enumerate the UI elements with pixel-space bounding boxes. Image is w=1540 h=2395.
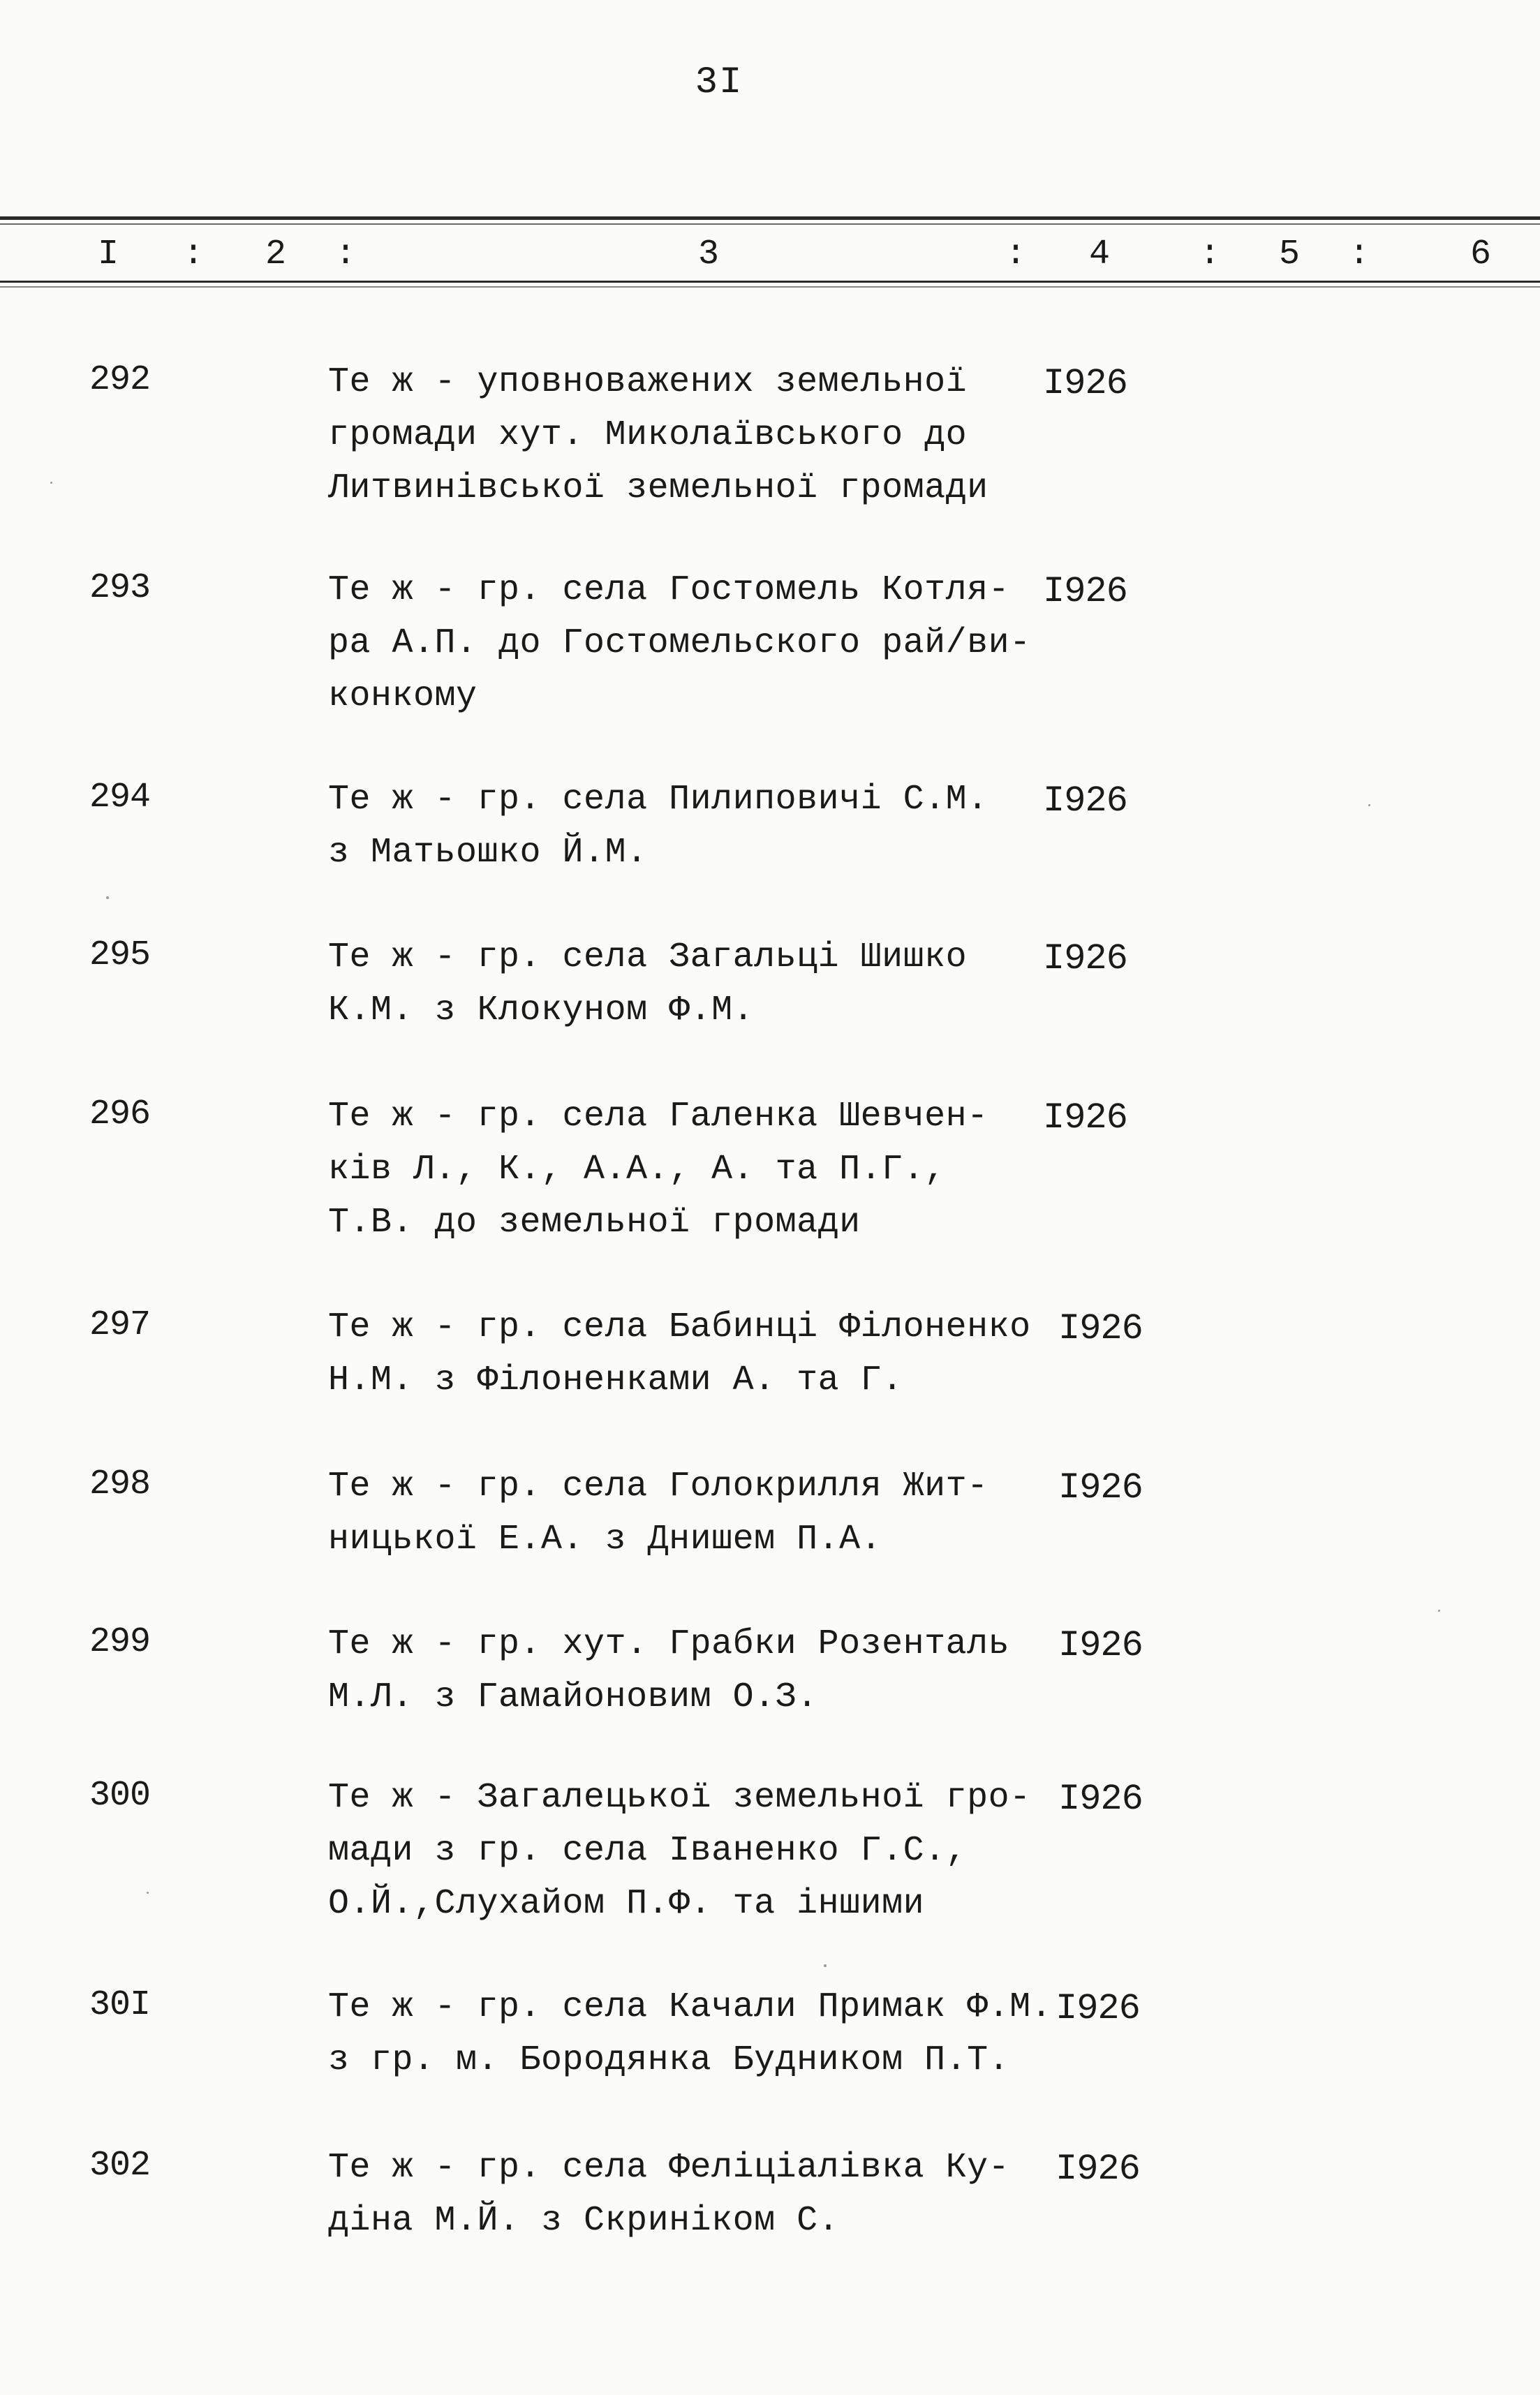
entry-year: I926 [1043, 1097, 1127, 1139]
entry-description [328, 931, 967, 1037]
entry-line: мади з гр. села Іваненко Г.С., [328, 1831, 968, 1871]
entry-number: 297 [89, 1305, 151, 1345]
entry-line: громади хут. Миколаївського до [328, 415, 968, 455]
entry-description [328, 1090, 989, 1250]
table-top-rule-thin [0, 223, 1540, 225]
entry-year: I926 [1043, 363, 1127, 404]
paper-speck [147, 1892, 149, 1894]
entry-number: 296 [89, 1095, 151, 1134]
entry-description [328, 1460, 989, 1566]
entry-year: I926 [1056, 2149, 1140, 2190]
table-top-rule [0, 216, 1540, 220]
column-separator: : [1199, 235, 1221, 274]
entry-line: ницької Е.А. з Днишем П.А. [328, 1520, 882, 1559]
entry-number: 292 [89, 360, 151, 400]
entry-number: 298 [89, 1465, 151, 1504]
entry-line: конкому [328, 676, 477, 716]
entry-line: Те ж - гр. села Феліціалівка Ку- [328, 2148, 1010, 2188]
column-separator: : [1349, 235, 1370, 274]
column-header-3: 3 [698, 235, 720, 274]
entry-year: I926 [1058, 1467, 1143, 1508]
column-header-5: 5 [1279, 235, 1301, 274]
entry-description [328, 1618, 1009, 1724]
paper-speck [824, 1964, 827, 1967]
entry-line: Те ж - гр. села Галенка Шевчен- [328, 1097, 989, 1136]
paper-speck [106, 896, 109, 899]
entry-description [328, 564, 1031, 723]
entry-description [328, 1301, 1031, 1407]
entry-line: Те ж - гр. села Гостомель Котля- [328, 570, 1010, 610]
entry-line: Т.В. до земельної громади [328, 1203, 861, 1243]
entry-description [328, 2142, 1009, 2248]
entry-number: 30I [89, 1985, 151, 2025]
entry-year: I926 [1058, 1779, 1143, 1820]
entry-line: Те ж - гр. хут. Грабки Розенталь [328, 1624, 1010, 1664]
entry-year: I926 [1043, 938, 1127, 979]
entry-year: I926 [1043, 780, 1127, 822]
entry-description [328, 773, 989, 880]
entry-line: з Матьошко Й.М. [328, 833, 648, 873]
entry-number: 294 [89, 778, 151, 817]
paper-speck [50, 482, 52, 484]
paper-speck [1438, 1610, 1440, 1612]
entry-number: 295 [89, 935, 151, 975]
column-header-2: 2 [265, 235, 287, 274]
page-number: 3I [695, 61, 743, 104]
entry-description [328, 356, 989, 515]
entry-number: 293 [89, 568, 151, 608]
table-header-rule-thin [0, 286, 1540, 288]
column-header-4: 4 [1089, 235, 1111, 274]
entry-line: М.Л. з Гамайоновим О.З. [328, 1677, 818, 1717]
entry-line: Литвинівської земельної громади [328, 468, 989, 508]
entry-line: О.Й.,Слухайом П.Ф. та іншими [328, 1884, 925, 1924]
entry-number: 302 [89, 2146, 151, 2186]
column-header-6: 6 [1470, 235, 1492, 274]
entry-description [328, 1772, 1031, 1931]
entry-line: Те ж - уповноважених земельної [328, 362, 968, 402]
entry-number: 300 [89, 1776, 151, 1816]
entry-line: ра А.П. до Гостомельского рай/ви- [328, 623, 1031, 663]
entry-line: Те ж - гр. села Голокрилля Жит- [328, 1467, 989, 1506]
entry-line: з гр. м. Бородянка Будником П.Т. [328, 2040, 1010, 2080]
column-separator: : [335, 235, 357, 274]
entry-line: ків Л., К., А.А., А. та П.Г., [328, 1150, 946, 1189]
column-header-1: I [98, 235, 119, 274]
entry-line: Те ж - Загалецької земельної гро- [328, 1778, 1031, 1818]
entry-line: діна М.Й. з Скриніком С. [328, 2201, 840, 2241]
entry-number: 299 [89, 1622, 151, 1662]
entry-line: Н.М. з Філоненками А. та Г. [328, 1360, 903, 1400]
entry-line: Те ж - гр. села Бабинці Філоненко [328, 1307, 1031, 1347]
entry-year: I926 [1056, 1988, 1140, 2029]
entry-year: I926 [1058, 1308, 1143, 1349]
entry-year: I926 [1058, 1625, 1143, 1666]
entry-line: Те ж - гр. села Пилиповичі С.М. [328, 780, 989, 820]
entry-description [328, 1981, 1052, 2087]
table-header-rule [0, 281, 1540, 283]
entry-line: Те ж - гр. села Загальці Шишко [328, 937, 968, 977]
column-separator: : [1005, 235, 1027, 274]
entry-line: Те ж - гр. села Качали Примак Ф.М. [328, 1987, 1053, 2027]
column-separator: : [183, 235, 205, 274]
paper-speck [1368, 804, 1370, 806]
entry-line: К.М. з Клокуном Ф.М. [328, 991, 755, 1030]
entry-year: I926 [1043, 571, 1127, 612]
